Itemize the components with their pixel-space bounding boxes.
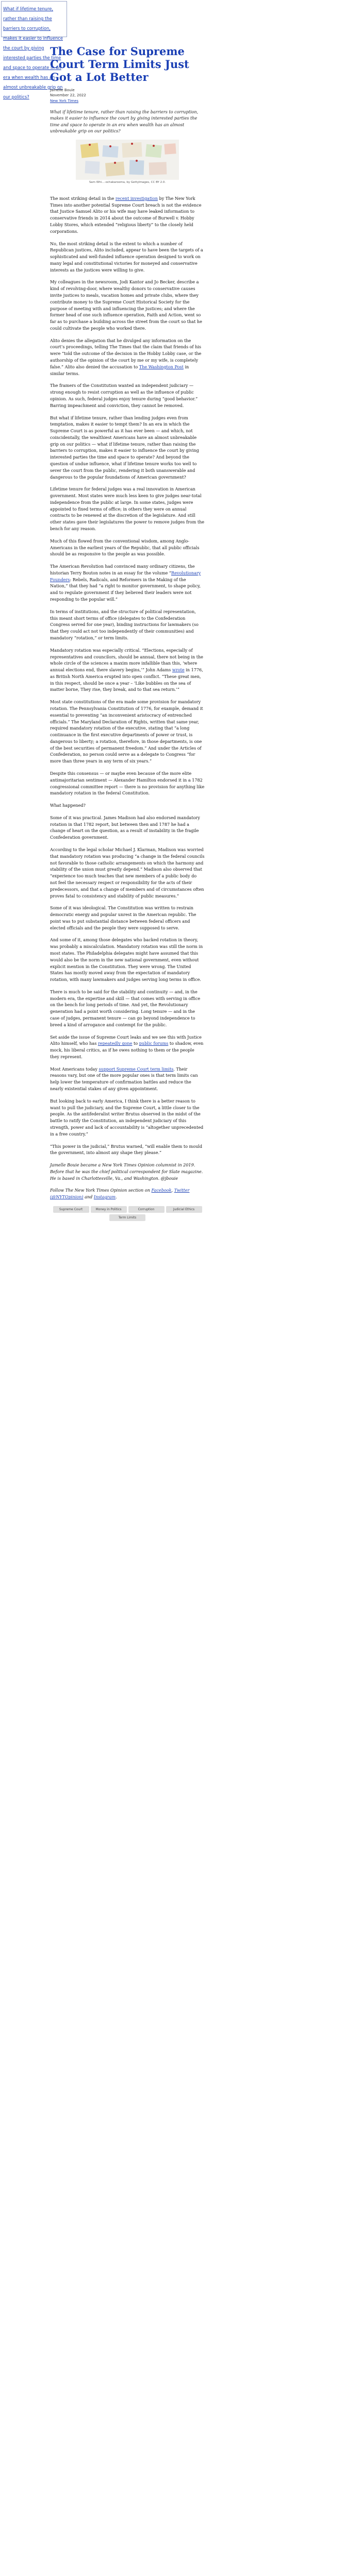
paragraph: Despite this consensus — or maybe even because of the more elite antimajoritarian sentiment — Alexander Hamilton endorsed it in a 1782 congressional committee report — there is no provision for anything like mandatory rotation in the federal Constitution.: [50, 771, 205, 796]
paragraph: Lifetime tenure for federal judges was a real innovation in American government. Most states were much less keen to give judges near-total independence from the public at large. In some states, judges were appointed to fixed terms of office; in others they were on annual contracts to be renewed at the discretion of the legislature. And still other states gave their legislatures the power to remove judges from the bench for any reason.: [50, 486, 205, 531]
topic-tag[interactable]: Money in Politics: [91, 1206, 127, 1213]
facebook-link[interactable]: Facebook: [151, 1188, 172, 1193]
paragraph: The framers of the Constitution wanted an independent judiciary — strong enough to resist corruption as well as the influence of public opinion. As such, federal judges enjoy tenure during “good behavior.” Barring impeachment and conviction, they cannot be removed.: [50, 383, 198, 408]
adams-wrote-link[interactable]: wrote: [172, 667, 185, 673]
paragraph: In terms of institutions, and the structure of political representation, this meant short terms of office (delegates to the Confederation Congress served for one year), binding instructions for lawmakers (so that they could act not too independently of their communities) and mandatory “rotation,” or term limits.: [50, 608, 199, 640]
paragraph: “This power in the judicial,” Brutus warned, “will enable them to mould the government, into almost any shape they please.”: [50, 1143, 203, 1156]
article-illustration: [76, 140, 179, 180]
paragraph: My colleagues in the newsroom, Jodi Kantor and Jo Becker, describe a kind of revolving-door, where wealthy donors to conservative causes invite justices to meals, vacation homes and private clubs, where they contribute money to the Supreme Court Historical Society for the purpose of meeting with and influencing the justices; and where the former head of one such influence operation, Faith and Action, went so far as to purchase a building across the street from the court so that he could cultivate the people who worked there.: [50, 279, 202, 331]
image-caption: Sam Whi...-ochakarooma, by GettyImages, CC BY 2.0.: [89, 180, 166, 184]
topic-tags: [50, 1206, 205, 1221]
repeatedly-gone-link[interactable]: repeatedly gone: [97, 1041, 133, 1046]
paragraph: And some of it, among those delegates who backed rotation in theory, was probably a miscalculation. Mandatory rotation was still the norm in most states. The Philadelphia delegates might have assumed that this would also be the norm in the new national government, even without explicit mention in the Constitution. They were wrong. The United States has mostly moved away from the expectation of mandatory rotation, with many lawmakers and judges serving long terms in office.: [50, 937, 203, 982]
paragraph: But looking back to early America, I think there is a better reason to want to pull the judiciary, and the Supreme Court, a little closer to the people. As the antifederalist writer Brutus observed in the midst of the battle to ratify the Constitution, an independent judiciary of this strength, power and lack of accountability is “altogether unprecedented in a free country.”: [50, 1098, 204, 1137]
publish-date: November 22, 2022: [50, 93, 86, 98]
paragraph: Alito denies the allegation that he divulged any information on the court’s proceedings, telling The Times that the claim that friends of his were “told the outcome of the decision in the Hobby Lobby case, or the authorship of the opinion of the court by me or my wife, is completely false.” Alito also denied the accusation to The Washington Post in similar terms.: [50, 337, 202, 376]
paragraph: Most state constitutions of the era made some provision for mandatory rotation. The Pennsylvania Constitution of 1776, for example, demand it essential to preventing “an inconvenient aristocracy of entrenched officials.” The Maryland Declaration of Rights, written that same year, required mandatory rotation of the executive, stating that “a long continuance in the first executive departments of power or trust, is dangerous to liberty; a rotation, therefore, in those departments, is one of the best securities of permanent freedom.” And under the Articles of Confederation, no person could serve as a delegate to Congress “for more than three years in any term of six years.”: [50, 699, 203, 764]
washington-post-link[interactable]: The Washington Post: [139, 364, 184, 369]
topic-tag[interactable]: Corruption: [128, 1206, 165, 1213]
paragraph: What happened?: [50, 803, 86, 808]
follow-note: Follow The New York Times Opinion section on Facebook, Twitter (@NYTOpinion) and Instagram.: [50, 1188, 190, 1200]
paragraph: No, the most striking detail is the extent to which a number of Republican justices, Alito included, appear to have been the targets of a sophisticated and well-funded influence operation designed to work on many legal and constitutional victories for moneyed and conservative interests as the justices were willing to give.: [50, 241, 203, 273]
topic-tag[interactable]: Term Limits: [109, 1214, 145, 1221]
pinned-notes-illustration-icon: [76, 140, 179, 180]
topic-tag[interactable]: Judicial Ethics: [166, 1206, 202, 1213]
article: [50, 45, 205, 1221]
article-headline[interactable]: The Case for Supreme Court Term Limits Just Got a Lot Better: [50, 45, 189, 83]
paragraph: Mandatory rotation was especially critical. “Elections, especially of representatives and councilors, should be annual, there not being in the whole circle of the sciences a maxim more infallible than this, ‘where annual elections end, there slavery begins,’” John Adams wrote in 1776, as British North America erupted into open conflict. “These great men, in this respect, should be once a year – ‘Like bubbles on the sea of matter borne, They rise, they break, and to that sea return.’”: [50, 647, 203, 692]
paragraph: The most striking detail in the recent investigation by The New York Times into another potential Supreme Court breach is not the evidence that Justice Samuel Alito or his wife may have leaked information to conservative friends in 2014 about the outcome of Burwell v. Hobby Lobby Stores, which extended “religious liberty” to the closely held corporations.: [50, 195, 202, 234]
article-meta: [50, 88, 205, 103]
author: Jamelle Bouie: [50, 88, 75, 93]
revolutionary-founders-link[interactable]: Revolutionary Founders: [50, 570, 201, 582]
paragraph: Most Americans today support Supreme Court term limits. Their reasons vary, but one of the more popular ones is that term limits can help lower the temperature of confirmation battles and reduce the nearly existential stakes of any given appointment.: [50, 1066, 198, 1092]
paragraph: Much of this flowed from the conventional wisdom, among Anglo-Americans in the earliest years of the Republic, that all public officials should be as responsive to the people as was possible.: [50, 538, 200, 557]
paragraph: But what if lifetime tenure, rather than lending judges even from temptation, makes it easier to tempt them? In an era in which the Supreme Court is as powerful as it has ever been — and which, not coincidentally, the wealthiest Americans have an almost unbreakable grip on our politics — what if lifetime tenure, rather than raising the barriers to corruption, makes it easier to influence the court by giving interested parties the time and space to operate? And beyond the question of undue influence, what if lifetime tenure works too well to sever the court from the public, rendering it both unanswerable and dangerous to the popular foundations of American government?: [50, 415, 199, 480]
paragraph: The American Revolution had convinced many ordinary citizens, the historian Terry Bouton notes in an essay for the volume “Revolutionary Founders: Rebels, Radicals, and Reformers in the Making of the Nation,” that they had “a right to monitor government, to shape policy, and to regulate government if they believed their leaders were not responding to the popular will.”: [50, 564, 201, 602]
publication-link[interactable]: New York Times: [50, 98, 79, 103]
twitter-link[interactable]: Twitter (@NYTOpinion): [50, 1188, 190, 1200]
public-forums-link[interactable]: public forums: [139, 1041, 169, 1046]
instagram-link[interactable]: Instagram: [93, 1194, 116, 1200]
paragraph: There is much to be said for the stability and continuity — and, in the modern era, the expertise and skill — that comes with serving in office on the bench for long periods of time. And yet, the Revolutionary generation had a point worth considering. Long tenure — and in the case of judges, permanent tenure — can go beyond independence to breed a kind of arrogance and contempt for the public.: [50, 989, 201, 1027]
article-body: [50, 195, 205, 1200]
article-summary: What if lifetime tenure, rather than raising the barriers to corruption, makes it easier to influence the court by giving interested parties the time and space to operate in an era when wealth has an almost unbreakable grip on our politics?: [50, 109, 199, 134]
author-bio: Jamelle Bouie became a New York Times Opinion columnist in 2019. Before that he was the chief political correspondent for Slate magazine. He is based in Charlottesville, Va., and Washington. @jbouie: [50, 1162, 203, 1181]
recent-investigation-link[interactable]: recent investigation: [115, 195, 158, 201]
paragraph: Some of it was ideological. The Constitution was written to restrain democratic energy and popular unrest in the American republic. The point was to put substantial distance between federal officers and elected officials and the people they were supposed to serve.: [50, 905, 196, 930]
hero-summary-link[interactable]: What if lifetime tenure, rather than raising the barriers to corruption, makes it easier to influence the court by giving interested parties the time and space to operate in an era when wealth has an almost unbreakable grip on our politics?: [3, 6, 63, 99]
topic-tag[interactable]: Supreme Court: [53, 1206, 89, 1213]
paragraph: According to the legal scholar Michael J. Klarman, Madison was worried that mandatory rotation was producing “a change in the federal councils not favorable to those catholic arrangements on which the harmony and stability of the union must greatly depend.” Madison also observed that “experience too much teaches that new members of a public body do not feel the necessary respect or responsibility for the acts of their predecessors, and that a change of members and of circumstances often proves fatal to consistency and stability of public measures.”: [50, 847, 205, 899]
paragraph: Set aside the issue of Supreme Court leaks and we see this with Justice Alito himself, who has repeatedly gone to public forums to shadow, even mock, his liberal critics, as if he owes nothing to them or the people they represent.: [50, 1034, 204, 1059]
paragraph: Some of it was practical. James Madison had also endorsed mandatory rotation in that 1782 report, but between then and 1787 he had a change of heart on the question, as a result of instability in the fragile Confederation government.: [50, 815, 200, 840]
term-limits-poll-link[interactable]: support Supreme Court term limits: [99, 1066, 174, 1072]
